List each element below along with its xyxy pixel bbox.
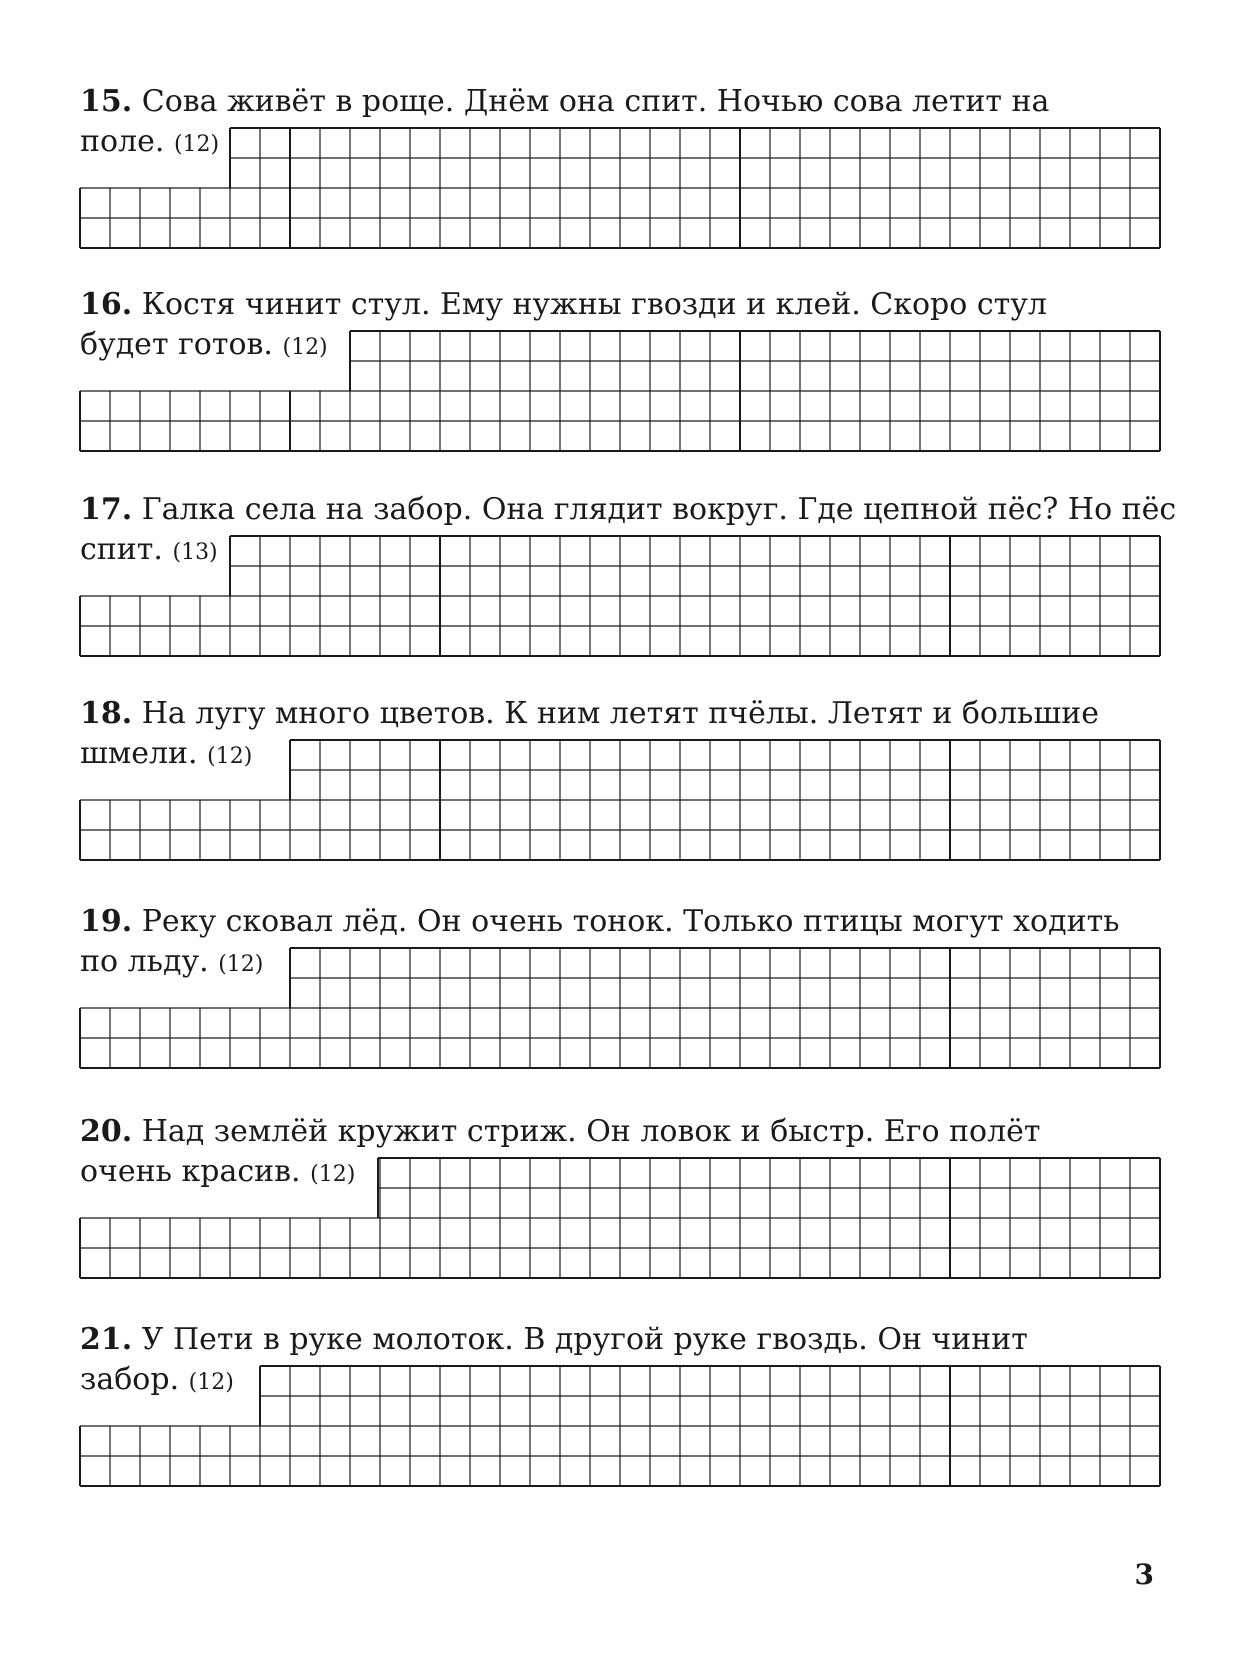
exercise-number: 19. [80,904,133,939]
exercise-number: 21. [80,1322,133,1357]
exercise-text-line1: Реку сковал лёд. Он очень тонок. Только птицы могут ходить [141,904,1120,939]
writing-grid[interactable] [0,694,1240,894]
writing-grid[interactable] [0,1320,1240,1520]
exercise-number: 18. [80,696,133,731]
exercise-text-line2: по льду. [80,944,209,979]
exercise-text-line2: поле. [80,124,165,159]
exercise-number: 15. [80,84,133,119]
letter-count: (12) [207,744,253,769]
exercise-text-line1: У Пети в руке молоток. В другой руке гвоздь. Он чинит [141,1322,1028,1357]
exercise-text-line2: будет готов. [80,327,273,362]
writing-grid[interactable] [0,1112,1240,1312]
exercise-text-line2: спит. [80,532,163,567]
writing-grid[interactable] [0,902,1240,1102]
exercise-text-line1: Галка села на забор. Она глядит вокруг. Где цепной пёс? Но пёс [141,492,1177,527]
exercise-text-line1: Костя чинит стул. Ему нужны гвозди и клей. Скоро стул [141,287,1047,322]
exercise-text-line2: забор. [80,1362,180,1397]
exercise-text-line1: На лугу много цветов. К ним летят пчёлы. Летят и большие [141,696,1100,731]
page-number: 3 [1134,1558,1154,1591]
exercise-text-line2: шмели. [80,736,198,771]
letter-count: (12) [282,335,328,360]
writing-grid[interactable] [0,490,1240,690]
exercise-number: 16. [80,287,133,322]
letter-count: (13) [172,540,218,565]
writing-grid[interactable] [0,82,1240,282]
letter-count: (12) [188,1370,234,1395]
writing-grid[interactable] [0,285,1240,485]
exercise-number: 20. [80,1114,133,1149]
exercise-text-line1: Сова живёт в роще. Днём она спит. Ночью сова летит на [141,84,1050,119]
letter-count: (12) [310,1162,356,1187]
letter-count: (12) [173,132,220,157]
exercise-text-line2: очень красив. [80,1154,301,1189]
exercise-text-line1: Над землёй кружит стриж. Он ловок и быстр. Его полёт [141,1114,1041,1149]
exercise-number: 17. [80,492,133,527]
letter-count: (12) [218,952,264,977]
